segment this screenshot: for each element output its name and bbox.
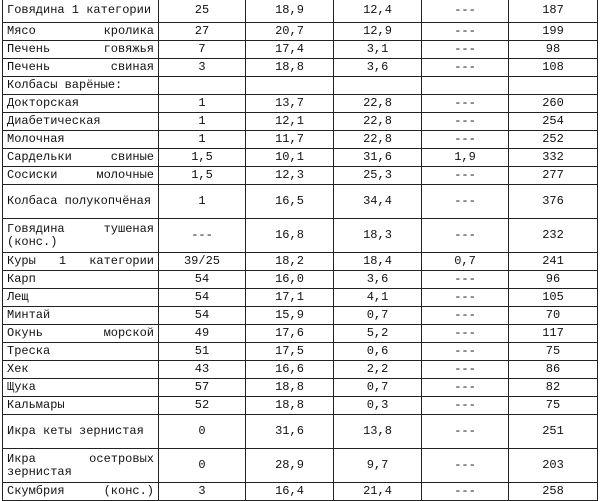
product-name-cell: Молочная — [3, 131, 159, 149]
table-row — [3, 449, 598, 483]
value-cell-c3: 0,6 — [334, 343, 422, 361]
value-cell-c2: 31,6 — [246, 415, 334, 449]
product-name-cell: Карп — [3, 271, 159, 289]
value-cell-c1: 7 — [159, 41, 246, 59]
table-row — [3, 167, 598, 185]
value-cell-c5: 105 — [509, 289, 598, 307]
value-cell-c4: --- — [422, 59, 509, 77]
table-row — [3, 185, 598, 219]
value-cell-c3: 22,8 — [334, 95, 422, 113]
value-cell-c1: 1 — [159, 131, 246, 149]
value-cell-c4: --- — [422, 361, 509, 379]
table-row — [3, 379, 598, 397]
value-cell-c4 — [422, 77, 509, 95]
value-cell-c2: 16,4 — [246, 483, 334, 501]
value-cell-c4: --- — [422, 131, 509, 149]
value-cell-c3: 0,7 — [334, 307, 422, 325]
table-row — [3, 361, 598, 379]
value-cell-c4: --- — [422, 167, 509, 185]
value-cell-c5: 82 — [509, 379, 598, 397]
value-cell-c5: 98 — [509, 41, 598, 59]
value-cell-c4: --- — [422, 95, 509, 113]
table-row — [3, 307, 598, 325]
table-row — [3, 271, 598, 289]
value-cell-c3: 0,7 — [334, 379, 422, 397]
value-cell-c3: 2,2 — [334, 361, 422, 379]
value-cell-c5: 254 — [509, 113, 598, 131]
value-cell-c4: --- — [422, 415, 509, 449]
value-cell-c3: 18,4 — [334, 253, 422, 271]
value-cell-c2: 12,3 — [246, 167, 334, 185]
value-cell-c2: 16,8 — [246, 219, 334, 253]
product-name-cell: Диабетическая — [3, 113, 159, 131]
product-name-cell: Минтай — [3, 307, 159, 325]
value-cell-c5: 277 — [509, 167, 598, 185]
value-cell-c3: 22,8 — [334, 113, 422, 131]
value-cell-c2: 10,1 — [246, 149, 334, 167]
product-name-cell: Скумбрия (конс.) — [3, 483, 159, 501]
value-cell-c2: 20,7 — [246, 23, 334, 41]
value-cell-c2: 15,9 — [246, 307, 334, 325]
value-cell-c4: --- — [422, 379, 509, 397]
value-cell-c5: 332 — [509, 149, 598, 167]
product-name-cell: Кальмары — [3, 397, 159, 415]
table-row — [3, 0, 598, 23]
product-name-cell: Говядина тушеная (конс.) — [3, 219, 159, 253]
value-cell-c5: 251 — [509, 415, 598, 449]
value-cell-c3: 12,4 — [334, 0, 422, 23]
value-cell-c2: 17,1 — [246, 289, 334, 307]
value-cell-c3: 3,6 — [334, 59, 422, 77]
table-row — [3, 149, 598, 167]
table-row — [3, 289, 598, 307]
value-cell-c4: --- — [422, 397, 509, 415]
value-cell-c2: 11,7 — [246, 131, 334, 149]
value-cell-c3: 34,4 — [334, 185, 422, 219]
value-cell-c1: 0 — [159, 415, 246, 449]
value-cell-c1: 25 — [159, 0, 246, 23]
product-name-cell: Треска — [3, 343, 159, 361]
value-cell-c5: 258 — [509, 483, 598, 501]
value-cell-c3: 21,4 — [334, 483, 422, 501]
table-row — [3, 397, 598, 415]
value-cell-c5: 187 — [509, 0, 598, 23]
value-cell-c2: 16,5 — [246, 185, 334, 219]
table-row — [3, 219, 598, 253]
product-name-cell: Сосиски молочные — [3, 167, 159, 185]
value-cell-c3: 3,1 — [334, 41, 422, 59]
value-cell-c4: --- — [422, 271, 509, 289]
value-cell-c2: 17,4 — [246, 41, 334, 59]
value-cell-c4: --- — [422, 219, 509, 253]
value-cell-c2: 18,8 — [246, 397, 334, 415]
table-body — [3, 0, 598, 501]
value-cell-c2: 17,6 — [246, 325, 334, 343]
value-cell-c2: 18,8 — [246, 59, 334, 77]
product-name-cell: Колбаса полукопчёная — [3, 185, 159, 219]
table-row — [3, 415, 598, 449]
value-cell-c4: --- — [422, 449, 509, 483]
value-cell-c5: 376 — [509, 185, 598, 219]
product-name-cell: Хек — [3, 361, 159, 379]
value-cell-c5: 75 — [509, 343, 598, 361]
value-cell-c3: 4,1 — [334, 289, 422, 307]
nutrition-table — [2, 0, 598, 501]
product-name-cell: Мясо кролика — [3, 23, 159, 41]
section-label: Колбасы варёные: — [3, 77, 159, 95]
value-cell-c1: 43 — [159, 361, 246, 379]
table-row — [3, 23, 598, 41]
value-cell-c1: 54 — [159, 271, 246, 289]
value-cell-c1: 57 — [159, 379, 246, 397]
value-cell-c5: 232 — [509, 219, 598, 253]
value-cell-c5: 252 — [509, 131, 598, 149]
value-cell-c1: 3 — [159, 483, 246, 501]
value-cell-c3: 25,3 — [334, 167, 422, 185]
value-cell-c5: 75 — [509, 397, 598, 415]
value-cell-c3 — [334, 77, 422, 95]
value-cell-c1: 1 — [159, 95, 246, 113]
value-cell-c1: 0 — [159, 449, 246, 483]
value-cell-c2: 16,0 — [246, 271, 334, 289]
product-name-cell: Докторская — [3, 95, 159, 113]
value-cell-c4: --- — [422, 307, 509, 325]
value-cell-c5: 203 — [509, 449, 598, 483]
value-cell-c4: 1,9 — [422, 149, 509, 167]
value-cell-c3: 3,6 — [334, 271, 422, 289]
table-row — [3, 41, 598, 59]
value-cell-c1: 3 — [159, 59, 246, 77]
table-row — [3, 131, 598, 149]
value-cell-c3: 12,9 — [334, 23, 422, 41]
value-cell-c1: 39/25 — [159, 253, 246, 271]
value-cell-c4: 0,7 — [422, 253, 509, 271]
table-row — [3, 113, 598, 131]
value-cell-c2: 16,6 — [246, 361, 334, 379]
value-cell-c3: 9,7 — [334, 449, 422, 483]
value-cell-c2: 18,2 — [246, 253, 334, 271]
section-row — [3, 77, 598, 95]
value-cell-c1: 27 — [159, 23, 246, 41]
value-cell-c3: 0,3 — [334, 397, 422, 415]
table-row — [3, 325, 598, 343]
value-cell-c2: 17,5 — [246, 343, 334, 361]
product-name-cell: Печень свиная — [3, 59, 159, 77]
product-name-cell: Куры 1 категории — [3, 253, 159, 271]
product-name-cell: Щука — [3, 379, 159, 397]
value-cell-c1: 1,5 — [159, 149, 246, 167]
value-cell-c5: 96 — [509, 271, 598, 289]
value-cell-c2: 12,1 — [246, 113, 334, 131]
value-cell-c1: 52 — [159, 397, 246, 415]
value-cell-c3: 18,3 — [334, 219, 422, 253]
value-cell-c5: 241 — [509, 253, 598, 271]
table-row — [3, 483, 598, 501]
value-cell-c4: --- — [422, 343, 509, 361]
value-cell-c5: 117 — [509, 325, 598, 343]
table-row — [3, 253, 598, 271]
value-cell-c1 — [159, 77, 246, 95]
value-cell-c5: 108 — [509, 59, 598, 77]
product-name-cell: Говядина 1 категории — [3, 0, 159, 23]
value-cell-c1: 1 — [159, 113, 246, 131]
table-row — [3, 343, 598, 361]
value-cell-c2: 18,9 — [246, 0, 334, 23]
value-cell-c2: 28,9 — [246, 449, 334, 483]
value-cell-c1: 54 — [159, 307, 246, 325]
product-name-cell: Икра осетровых зернистая — [3, 449, 159, 483]
value-cell-c1: 49 — [159, 325, 246, 343]
product-name-cell: Печень говяжья — [3, 41, 159, 59]
value-cell-c5: 86 — [509, 361, 598, 379]
value-cell-c2 — [246, 77, 334, 95]
value-cell-c5: 70 — [509, 307, 598, 325]
value-cell-c2: 18,8 — [246, 379, 334, 397]
value-cell-c4: --- — [422, 289, 509, 307]
product-name-cell: Лещ — [3, 289, 159, 307]
value-cell-c3: 31,6 — [334, 149, 422, 167]
value-cell-c1: 1,5 — [159, 167, 246, 185]
value-cell-c4: --- — [422, 41, 509, 59]
product-name-cell: Окунь морской — [3, 325, 159, 343]
value-cell-c4: --- — [422, 185, 509, 219]
product-name-cell: Сардельки свиные — [3, 149, 159, 167]
value-cell-c1: 54 — [159, 289, 246, 307]
product-name-cell: Икра кеты зернистая — [3, 415, 159, 449]
value-cell-c4: --- — [422, 23, 509, 41]
value-cell-c1: --- — [159, 219, 246, 253]
value-cell-c3: 22,8 — [334, 131, 422, 149]
value-cell-c5: 199 — [509, 23, 598, 41]
value-cell-c4: --- — [422, 113, 509, 131]
value-cell-c5 — [509, 77, 598, 95]
table-row — [3, 95, 598, 113]
value-cell-c1: 51 — [159, 343, 246, 361]
value-cell-c2: 13,7 — [246, 95, 334, 113]
value-cell-c5: 260 — [509, 95, 598, 113]
value-cell-c1: 1 — [159, 185, 246, 219]
value-cell-c4: --- — [422, 0, 509, 23]
value-cell-c4: --- — [422, 483, 509, 501]
value-cell-c3: 5,2 — [334, 325, 422, 343]
value-cell-c4: --- — [422, 325, 509, 343]
value-cell-c3: 13,8 — [334, 415, 422, 449]
table-row — [3, 59, 598, 77]
